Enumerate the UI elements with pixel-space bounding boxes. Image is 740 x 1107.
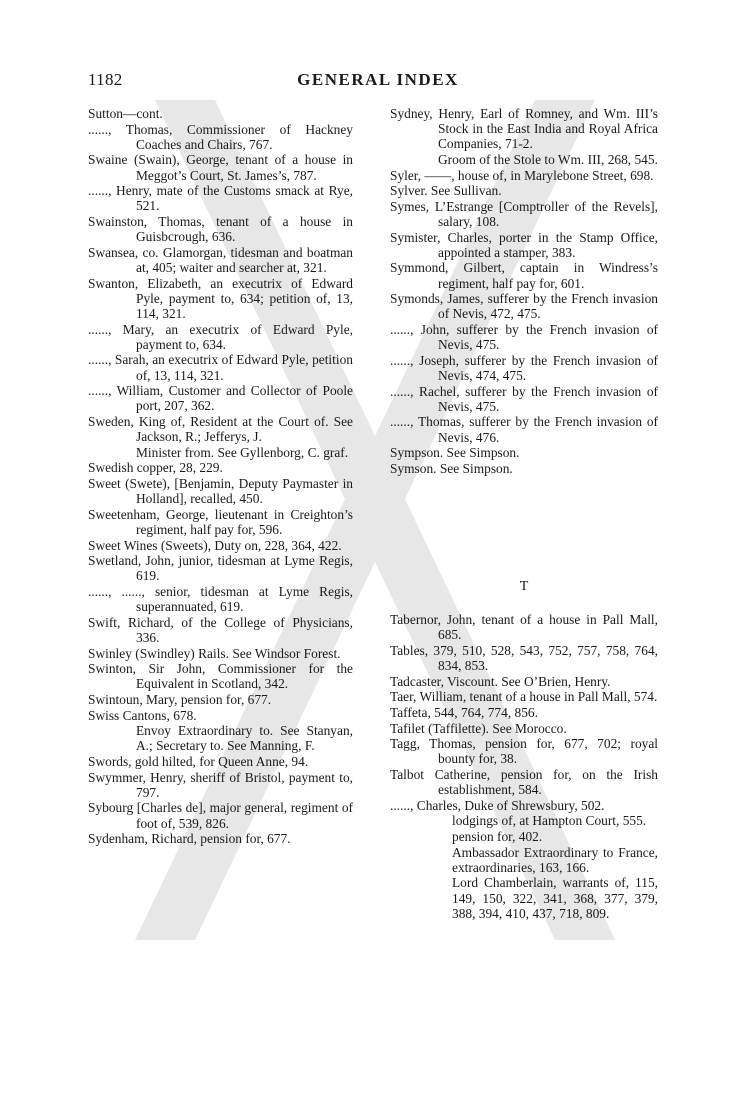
index-entry: Swanton, Elizabeth, an executrix of Edward Pyle, payment to, 634; petition of, 13, 114, 321.: [88, 275, 353, 321]
index-entry: Swift, Richard, of the College of Physicians, 336.: [88, 614, 353, 645]
index-entry: ......, Rachel, sufferer by the French invasion of Nevis, 475.: [390, 383, 658, 414]
page-header: [88, 70, 658, 94]
index-entry: Symson. See Simpson.: [390, 460, 513, 476]
index-entry: ......, Joseph, sufferer by the French invasion of Nevis, 474, 475.: [390, 352, 658, 383]
index-entry: Swords, gold hilted, for Queen Anne, 94.: [88, 753, 309, 769]
page-number: 1182: [88, 70, 123, 89]
index-entry: ......, Thomas, Commissioner of Hackney Coaches and Chairs, 767.: [88, 121, 353, 152]
index-entry: Sympson. See Simpson.: [390, 445, 520, 461]
index-entry: ......, Mary, an executrix of Edward Pyle, payment to, 634.: [88, 321, 353, 352]
index-entry: Tabernor, John, tenant of a house in Pall Mall, 685.: [390, 612, 658, 643]
index-entry: ......, William, Customer and Collector of Poole port, 207, 362.: [88, 383, 353, 414]
right-column: [390, 106, 658, 921]
index-entry: ......, Sarah, an executrix of Edward Pyle, petition of, 13, 114, 321.: [88, 352, 353, 383]
index-entry: Tables, 379, 510, 528, 543, 752, 757, 758, 764, 834, 853.: [390, 642, 658, 674]
index-entry: Taer, William, tenant of a house in Pall Mall, 574.: [390, 689, 658, 705]
index-entry: ......, Charles, Duke of Shrewsbury, 502.: [390, 797, 605, 813]
section-letter: T: [519, 578, 529, 594]
index-entry: Sweet Wines (Sweets), Duty on, 228, 364, 422.: [88, 537, 342, 553]
index-entry: Sweden, King of, Resident at the Court of. See Jackson, R.; Jefferys, J.: [88, 413, 353, 445]
left-column: [88, 106, 353, 847]
index-entry: Swansea, co. Glamorgan, tidesman and boatman at, 405; waiter and searcher at, 321.: [88, 244, 353, 275]
index-entry: Tafilet (Taffilette). See Morocco.: [390, 720, 567, 736]
index-entry: ......, ......, senior, tidesman at Lyme Regis, superannuated, 619.: [88, 583, 353, 615]
index-entry: Swetland, John, junior, tidesman at Lyme Regis, 619.: [88, 553, 353, 584]
index-subentry: pension for, 402.: [452, 828, 543, 844]
index-entry: Tagg, Thomas, pension for, 677, 702; royal bounty for, 38.: [390, 736, 658, 767]
index-entry: Sydney, Henry, Earl of Romney, and Wm. III’s Stock in the East India and Royal Africa Companies, 71-2.: [390, 106, 658, 152]
index-entry: Sydenham, Richard, pension for, 677.: [88, 831, 291, 847]
index-entry: Symmond, Gilbert, captain in Windress’s regiment, half pay for, 601.: [390, 260, 658, 291]
index-entry: Swintoun, Mary, pension for, 677.: [88, 691, 272, 707]
index-entry: Sybourg [Charles de], major general, regiment of foot of, 539, 826.: [88, 800, 353, 831]
index-entry: Sweetenham, George, lieutenant in Creighton’s regiment, half pay for, 596.: [88, 506, 353, 537]
index-entry: Sweet (Swete), [Benjamin, Deputy Paymaster in Holland], recalled, 450.: [88, 475, 353, 507]
index-entry: Swiss Cantons, 678.: [88, 707, 197, 723]
index-subentry: Minister from. See Gyllenborg, C. graf.: [136, 444, 349, 460]
index-entry: Swaine (Swain), George, tenant of a house in Meggot’s Court, St. James’s, 787.: [88, 152, 353, 183]
index-entry: Swedish copper, 28, 229.: [88, 460, 223, 476]
index-entry: Swinley (Swindley) Rails. See Windsor Forest.: [88, 645, 341, 661]
index-entry: Sylver. See Sullivan.: [390, 183, 502, 199]
index-entry: Talbot Catherine, pension for, on the Irish establishment, 584.: [390, 766, 658, 798]
index-subentry: lodgings of, at Hampton Court, 555.: [452, 813, 647, 829]
running-title: GENERAL INDEX: [297, 70, 459, 89]
index-entry: ......, Henry, mate of the Customs smack at Rye, 521.: [88, 183, 353, 214]
index-entry: Tadcaster, Viscount. See O’Brien, Henry.: [390, 673, 611, 689]
continued-heading: Sutton—cont.: [88, 106, 163, 121]
index-entry: Syler, ——, house of, in Marylebone Street, 698.: [390, 167, 654, 183]
index-entry: ......, John, sufferer by the French invasion of Nevis, 475.: [390, 321, 658, 353]
index-subentry: Lord Chamberlain, warrants of, 115, 149, 150, 322, 341, 368, 377, 379, 388, 394, 410, 437, 718, 809.: [452, 875, 658, 921]
index-entry: Symes, L’Estrange [Comptroller of the Revels], salary, 108.: [390, 198, 658, 229]
index-entry: Symonds, James, sufferer by the French invasion of Nevis, 472, 475.: [390, 291, 658, 322]
index-entry: Symister, Charles, porter in the Stamp Office, appointed a stamper, 383.: [390, 229, 658, 260]
index-entry: Swainston, Thomas, tenant of a house in Guisbcrough, 636.: [88, 213, 353, 245]
index-entry: Taffeta, 544, 764, 774, 856.: [390, 704, 538, 720]
index-subentry: Groom of the Stole to Wm. III, 268, 545.: [438, 152, 658, 167]
index-entry: ......, Thomas, sufferer by the French invasion of Nevis, 476.: [390, 414, 658, 445]
index-subentry: Envoy Extraordinary to. See Stanyan, A.; Secretary to. See Manning, F.: [136, 723, 353, 754]
index-subentry: Ambassador Extraordinary to France, extraordinaries, 163, 166.: [452, 844, 658, 875]
index-entry: Swymmer, Henry, sheriff of Bristol, payment to, 797.: [88, 769, 353, 800]
index-entry: Swinton, Sir John, Commissioner for the Equivalent in Scotland, 342.: [88, 661, 353, 692]
